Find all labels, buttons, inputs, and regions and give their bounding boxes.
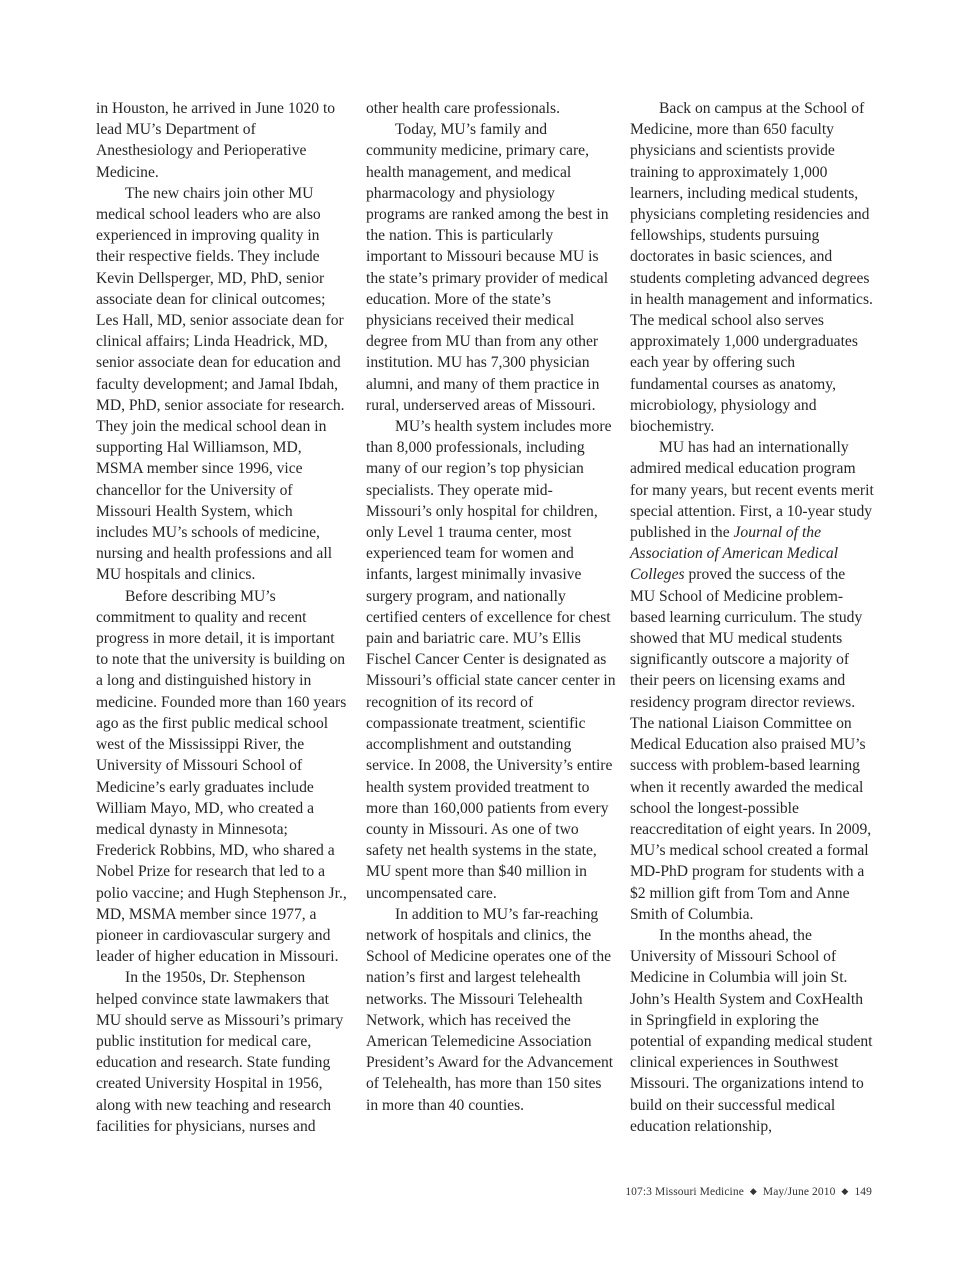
paragraph: In the 1950s, Dr. Stephenson helped convince state lawmakers that MU should serve as Missouri’s primary public institution for medical care, education and research. State funding created University Hospital in 1956, along with new teaching and research facilities for physicians, nurses and [96, 969, 344, 1135]
text-column-right [630, 98, 874, 1137]
issue-label: 107:3 Missouri Medicine [625, 1186, 744, 1198]
page-number: 149 [854, 1186, 872, 1198]
paragraph: Before describing MU’s commitment to quality and recent progress in more detail, it is important to note that the university is building on a long and distinguished history in medicine. Founded more than 160 years ago as the first public medical school west of the Mississippi River, the University of Missouri School of Medicine’s early graduates include William Mayo, MD, who created a medical dynasty in Minnesota; Frederick Robbins, MD, who shared a Nobel Prize for research that led to a polio vaccine; and Hugh Stephenson Jr., MD, MSMA member since 1977, a pioneer in cardiovascular surgery and leader of higher education in Missouri. [96, 587, 347, 966]
paragraph: in Houston, he arrived in June 1020 to lead MU’s Department of Anesthesiology and Perioperative Medicine. [96, 100, 336, 181]
paragraph [630, 437, 874, 925]
paragraph-text: MU has had an internationally admired medical education program for many years, but recent events merit special attention. First, a 10-year study published in the [630, 439, 874, 542]
journal-title: Journal of the Association of American Medical Colleges [630, 524, 839, 584]
paragraph: MU’s health system includes more than 8,000 professionals, including many of our region’s top physician specialists. They operate mid-Missouri’s only hospital for children, only Level 1 trauma center, most experienced team for women and infants, largest minimally invasive surgery program, and nationally certified centers of excellence for chest pain and bariatric care. MU’s Ellis Fischel Cancer Center is designated as Missouri’s official state cancer center in recognition of its record of compassionate treatment, scientific accomplishment and outstanding service. In 2008, the University’s entire health system provided treatment to more than 160,000 patients from every county in Missouri. As one of two safety net health systems in the state, MU spent more than $40 million in uncompensated care. [366, 418, 616, 902]
diamond-separator-icon: ◆ [749, 1186, 757, 1196]
issue-date: May/June 2010 [762, 1186, 836, 1198]
paragraph: The new chairs join other MU medical school leaders who are also experienced in improving quality in their respective fields. They include Kevin Dellsperger, MD, PhD, senior associate dean for clinical outcomes; Les Hall, MD, senior associate dean for clinical affairs; Linda Headrick, MD, senior associate dean for education and faculty development; and Jamal Ibdah, MD, PhD, senior associate for research. They join the medical school dean in supporting Hal Williamson, MD, MSMA member since 1996, vice chancellor for the University of Missouri Health System, which includes MU’s schools of medicine, nursing and health professions and all MU hospitals and clinics. [96, 184, 345, 584]
paragraph: Back on campus at the School of Medicine, more than 650 faculty physicians and scientists provide training to approximately 1,000 learners, including medical students, physicians completing residencies and fellowships, students pursuing doctorates in basic sciences, and students completing advanced degrees in health management and informatics. The medical school also serves approximately 1,000 undergraduates each year by offering such fundamental courses as anatomy, microbiology, physiology and biochemistry. [630, 100, 873, 436]
paragraph: other health care professionals. [366, 100, 560, 117]
page-footer [625, 1186, 872, 1198]
paragraph: In the months ahead, the University of Missouri School of Medicine in Columbia will join St. John’s Health System and CoxHealth in Springfield in exploring the potential of expanding medical student clinical experiences in Southwest Missouri. The organizations intend to build on their successful medical education relationship, [630, 926, 873, 1135]
paragraph-text: proved the success of the MU School of Medicine problem-based learning curriculum. The study showed that MU medical students significantly outscore a majority of their peers on licensing exams and residency program director reviews. The national Liaison Committee on Medical Education also praised MU’s success with problem-based learning when it recently awarded the medical school the longest-possible reaccreditation of eight years. In 2009, MU’s medical school created a formal MD-PhD program for students with a $2 million gift from Tom and Anne Smith of Columbia. [630, 566, 872, 923]
paragraph: Today, MU’s family and community medicine, primary care, health management, and medical pharmacology and physiology programs are ranked among the best in the nation. This is particularly important to Missouri because MU is the state’s primary provider of medical education. More of the state’s physicians received their medical degree from MU than from any other institution. MU has 7,300 physician alumni, and many of them practice in rural, underserved areas of Missouri. [366, 121, 609, 414]
paragraph: In addition to MU’s far-reaching network of hospitals and clinics, the School of Medicine operates one of the nation’s first and largest telehealth networks. The Missouri Telehealth Network, which has received the American Telemedicine Association President’s Award for the Advancement of Telehealth, has more than 150 sites in more than 40 counties. [366, 905, 614, 1114]
diamond-separator-icon: ◆ [841, 1186, 849, 1196]
text-column-middle [366, 98, 616, 1116]
text-column-left [96, 98, 348, 1137]
